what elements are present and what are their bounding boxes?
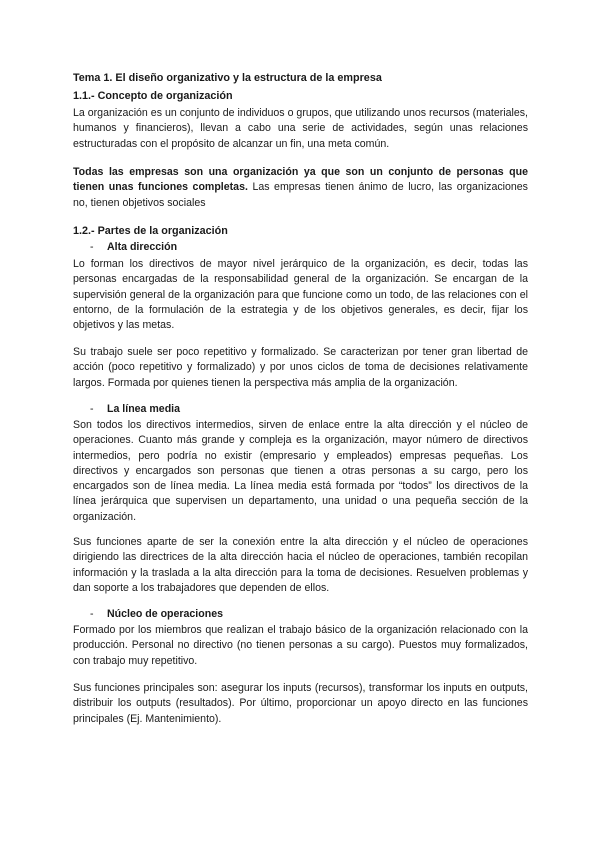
paragraph-alta-2: Su trabajo suele ser poco repetitivo y formalizado. Se caracterizan por tener gran libertad de acción (poco repetitivo y formalizado) y por unos ciclos de toma de decisiones relativamente largos. Formada por quienes tienen la perspectiva más amplia de la organización.: [73, 346, 528, 389]
bullet-label: Alta dirección: [107, 241, 178, 253]
paragraph-concepto: La organización es un conjunto de individuos o grupos, que utilizando unos recursos (materiales, humanos y financieros), llevan a cabo una serie de actividades, según unas relaciones estructuradas con el propósito de alcanzar un fin, una meta común.: [73, 107, 528, 150]
paragraph-rest: Las empresas tienen ánimo de lucro, las organizaciones no, tienen objetivos sociales: [73, 181, 528, 209]
paragraph-alta-1: Lo forman los directivos de mayor nivel jerárquico de la organización, es decir, todas las personas encargadas de la responsabilidad general de la organización. Se encargan de la supervisión general de la organización para que funcione como un todo, de las relaciones con el entorno, de la formulación de la estrategia y de los objetivos generales, es decir, fijar los objetivos y las metas.: [73, 258, 528, 332]
document-title: Tema 1. El diseño organizativo y la estructura de la empresa: [73, 72, 382, 84]
bullet-nucleo: [90, 608, 223, 620]
section-heading-partes: 1.2.- Partes de la organización: [73, 225, 228, 237]
bullet-dash: -: [90, 241, 94, 253]
paragraph-nucleo-2: Sus funciones principales son: asegurar los inputs (recursos), transformar los inputs en outputs, distribuir los outputs (resultados). Por último, proporcionar un apoyo directo en las funciones principales (Ej. Mantenimiento).: [73, 682, 528, 725]
paragraph-nucleo-1: Formado por los miembros que realizan el trabajo básico de la organización relacionado con la producción. Personal no directivo (no tienen personas a su cargo). Puestos muy formalizados, con trabajo muy repetitivo.: [73, 624, 528, 667]
emphasis-text: Todas las empresas son una organización ya que son un conjunto de personas que tienen unas funciones completas.: [73, 166, 528, 194]
bullet-label: Núcleo de operaciones: [107, 608, 223, 620]
bullet-alta-direccion: [90, 241, 177, 253]
paragraph-todas-empresas: [73, 165, 528, 211]
bullet-label: La línea media: [107, 403, 181, 415]
section-heading-concepto: 1.1.- Concepto de organización: [73, 90, 233, 102]
bullet-dash: -: [90, 608, 94, 620]
bullet-linea-media: [90, 403, 180, 415]
bullet-dash: -: [90, 403, 94, 415]
paragraph-media-2: Sus funciones aparte de ser la conexión entre la alta dirección y el núcleo de operaciones dirigiendo las directrices de la alta dirección hacia el núcleo de operaciones, también recopilan información y la traslada a la alta dirección para la toma de decisiones. Resuelven problemas y dan soporte a los trabajadores que dependen de ellos.: [73, 536, 528, 594]
paragraph-media-1: Son todos los directivos intermedios, sirven de enlace entre la alta dirección y el núcleo de operaciones. Cuanto más grande y compleja es la organización, mayor número de directivos intermedios, pero podría no existir (empresario y empleados) empresas pequeñas. Los directivos y encargados son personas que tienen a otras personas a su cargo, pero los encargados son de línea media. La línea media está formada por “todos” los directivos de la línea jerárquica que supervisen un departamento, una unidad o una pequeña sección de la organización.: [73, 419, 528, 523]
